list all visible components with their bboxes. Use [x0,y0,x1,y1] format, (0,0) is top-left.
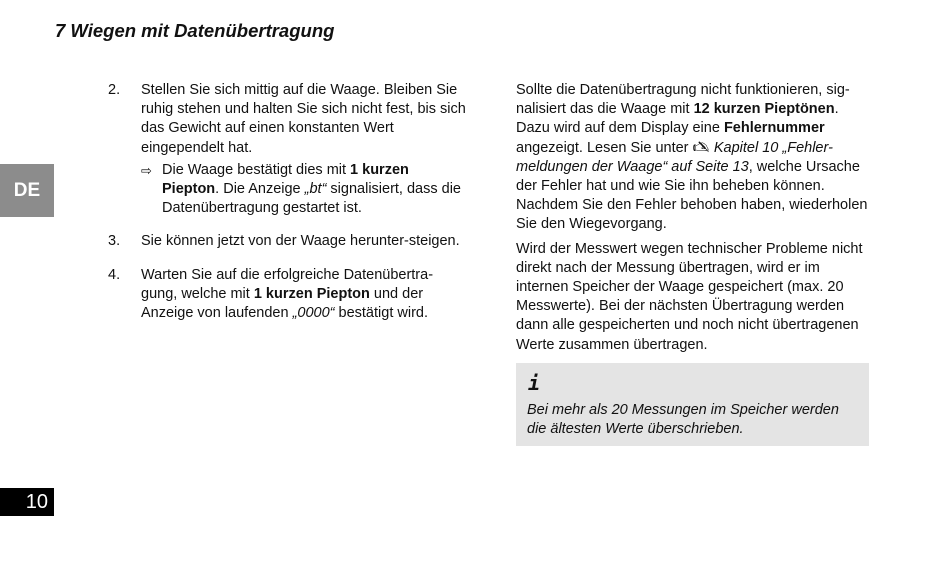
info-text: Bei mehr als 20 Messungen im Speicher werden die ältesten Werte überschrieben. [527,401,839,438]
text-run: , welche Ursache der Fehler hat und wie Sie ihn beheben können. Nachdem Sie den Fehler behoben haben, wiederholen Sie den Wiegevorgang. [516,158,868,233]
info-box [516,363,869,446]
step-2 [108,81,468,218]
text-run: bestätigt wird. [334,305,428,322]
error-paragraph [516,81,876,235]
beep-count: 12 kurzen Pieptönen [693,101,835,118]
step-text: Sie können jetzt von der Waage herunter-steigen. [141,233,460,250]
chapter-reference-link[interactable]: Kapitel 10 „Fehler-meldungen der Waage“ auf Seite 13 [516,139,833,175]
text-run: . Dazu wird auf dem Display eine [516,101,839,137]
step-emphasis: 1 kurzen Piepton [253,285,370,302]
display-code: „bt“ [304,181,327,198]
storage-paragraph: Wird der Messwert wegen technischer Probleme nicht direkt nach der Messung übertragen, wird er im internen Speicher der Waage gespeichert (max. 20 Messwerte). Bei der nächsten Übertragung werden dann alle gespeicherten und noch nicht übertragenen Werte zusammen übertragen. [516,240,863,353]
step-number: 2. [108,82,121,98]
text-run: Warten Sie auf die erfolgreiche Datenübertra-gung, welche mit [141,266,434,302]
step-number: 4. [108,266,121,283]
reference-hand-icon: 🖎 [692,139,710,156]
text-run: Sollte die Datenübertragung nicht funktionieren, sig-nalisiert das die Waage mit [516,82,850,118]
error-number-term: Fehlernummer [723,120,825,137]
result-arrow-icon: ⇨ [141,162,152,178]
step-text [141,266,468,324]
result-text: . Die Anzeige [215,181,305,198]
text-run: angezeigt. Lesen Sie unter [516,139,693,156]
step-4 [108,266,468,324]
result-text: signalisiert, dass die Datenübertragung gestartet ist. [162,181,461,217]
step-result [141,161,468,219]
result-text: Die Waage bestätigt dies mit [162,161,351,178]
text-run: und der Anzeige von laufenden [141,285,424,322]
info-icon: i [528,370,541,395]
step-number: 3. [108,233,121,250]
right-column [516,81,876,446]
left-column [108,81,468,337]
step-text: Stellen Sie sich mittig auf die Waage. Bleiben Sie ruhig stehen und halten Sie sich nicht fest, bis sich das Gewicht auf einen konstanten Wert eingependelt hat. [141,82,466,156]
result-emphasis: 1 kurzen Piepton [162,161,409,198]
display-code: „0000“ [292,305,335,322]
language-tab: DE [0,164,54,217]
page-heading: 7 Wiegen mit Datenübertragung [55,20,335,41]
step-3 [108,232,468,251]
page-number: 10 [0,488,54,516]
